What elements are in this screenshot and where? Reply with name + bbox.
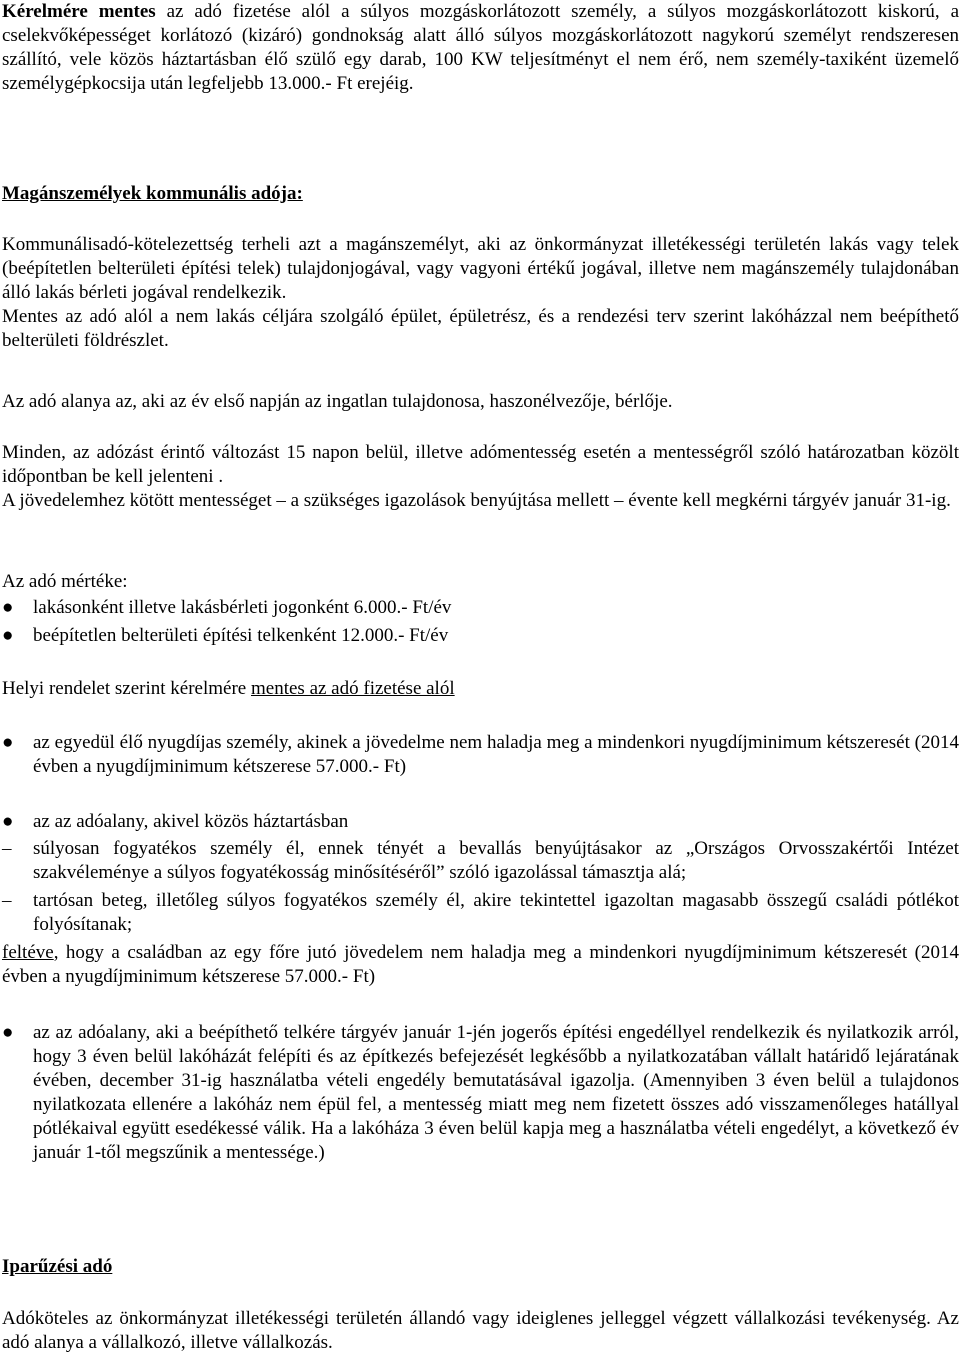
intro-bold-lead: Kérelmére mentes <box>2 1 156 22</box>
condition-underlined: feltéve <box>2 942 54 963</box>
exemption-text: az az adóalany, aki a beépíthető telkére tárgyév január 1-jén jogerős építési engedéllyel rendelkezik és nyilatkozik arról, hogy 3 éven belül lakóházát felépíti és az építkezés befejezését legkésőbb a nyilatkozatában vállalt határidő lejáratának évében, december 31-ig használatba vételi engedély bemutatásával igazolja. (Amennyiben 3 éven belül a tulajdonos nyilatkozata ellenére a lakóház nem épül fel, a mentesség miatt meg nem fizetett összes adó visszamenőleges hatállyal pótlékaival együtt esedékessé válik. Ha a lakóháza 3 éven belül kapja meg a használatba vételi engedélyt, a következő év január 1-től megszűnik a mentessége.) <box>33 1022 959 1163</box>
dash-icon: – <box>2 890 12 911</box>
exemption-text: az egyedül élő nyugdíjas személy, akinek a jövedelme nem haladja meg a mindenkori nyugdíjminimum kétszeresét (2014 évben a nyugdíjminimum kétszerese 57.000.- Ft) <box>33 732 959 777</box>
helyi-rendelet-line <box>2 677 959 701</box>
bullet-icon: ● <box>2 597 14 618</box>
rate-item <box>2 596 959 620</box>
rate-label: Az adó mértéke: <box>2 571 128 592</box>
rate-item-text: lakásonként illetve lakásbérleti jogonként 6.000.- Ft/év <box>33 597 452 618</box>
dash-icon: – <box>2 838 12 859</box>
exemption-condition <box>2 941 959 989</box>
condition-text: , hogy a családban az egy főre jutó jövedelem nem haladja meg a mindenkori nyugdíjminimum kétszeresét (2014 évben a nyugdíjminimum kétszerese 57.000.- Ft) <box>2 942 959 987</box>
intro-paragraph <box>2 0 959 96</box>
bullet-icon: ● <box>2 811 14 832</box>
intro-text: az adó fizetése alól a súlyos mozgáskorlátozott személy, a súlyos mozgáskorlátozott kiskorú, a cselekvőképességet korlátozó (kizáró) gondnokság alatt álló súlyos mozgáskorlátozott nagykorú személyt rendszeresen szállító, vele közös háztartásban élő szülő egy darab, 100 KW teljesítményt el nem érő, nem személy-taxiként üzemelő személygépkocsija után legfeljebb 13.000.- Ft erejéig. <box>2 1 960 94</box>
exemption-text: az az adóalany, akivel közös háztartásban <box>33 811 349 832</box>
kommunalis-paragraph-4: Minden, az adózást érintő változást 15 napon belül, illetve adómentesség esetén a mentességről szóló határozatban közölt időpontban be kell jelenteni . <box>2 442 959 487</box>
kommunalis-paragraph-2: Mentes az adó alól a nem lakás céljára szolgáló épület, épületrész, és a rendezési terv szerint lakóházzal nem beépíthető belterületi földrészlet. <box>2 306 959 351</box>
helyi-underlined: mentes az adó fizetése alól <box>251 678 455 699</box>
helyi-prefix: Helyi rendelet szerint kérelmére <box>2 678 251 699</box>
kommunalis-title: Magánszemélyek kommunális adója: <box>2 183 303 204</box>
exemption-item <box>2 1021 959 1165</box>
exemption-item <box>2 731 959 779</box>
kommunalis-paragraph-5: A jövedelemhez kötött mentességet – a szükséges igazolások benyújtása mellett – évente kell megkérni tárgyév január 31-ig. <box>2 490 951 511</box>
bullet-icon: ● <box>2 1022 14 1043</box>
bullet-icon: ● <box>2 732 14 753</box>
iparuzesi-title: Iparűzési adó <box>2 1256 113 1277</box>
kommunalis-paragraph-1: Kommunálisadó-kötelezettség terheli azt a magánszemélyt, aki az önkormányzat illetékességi területén lakás vagy telek (beépítetlen belterületi építési telek) tulajdonjogával, vagy vagyoni értékű jogával, illetve nem magánszemély tulajdonában álló lakás bérleti jogával rendelkezik. <box>2 234 959 303</box>
exemption-subitem <box>2 837 959 885</box>
kommunalis-paragraph-3: Az adó alanya az, aki az év első napján az ingatlan tulajdonosa, haszonélvezője, bérlője. <box>2 391 673 412</box>
bullet-icon: ● <box>2 625 14 646</box>
exemption-subitem-text: súlyosan fogyatékos személy él, ennek tényét a bevallás benyújtásakor az „Országos Orvosszakértői Intézet szakvéleménye a súlyos fogyatékosság minősítéséről” szóló igazolással támasztja alá; <box>33 838 959 883</box>
iparuzesi-paragraph-1: Adóköteles az önkormányzat illetékességi területén állandó vagy ideiglenes jelleggel végzett vállalkozási tevékenység. Az adó alanya a vállalkozó, illetve vállalkozás. <box>2 1308 959 1353</box>
exemption-subitem <box>2 889 959 937</box>
exemption-subitem-text: tartósan beteg, illetőleg súlyos fogyatékos személy él, akire tekintettel igazoltan magasabb összegű családi pótlékot folyósítanak; <box>33 890 959 935</box>
rate-item-text: beépítetlen belterületi építési telkenként 12.000.- Ft/év <box>33 625 449 646</box>
rate-item <box>2 624 959 648</box>
exemption-item <box>2 810 959 834</box>
